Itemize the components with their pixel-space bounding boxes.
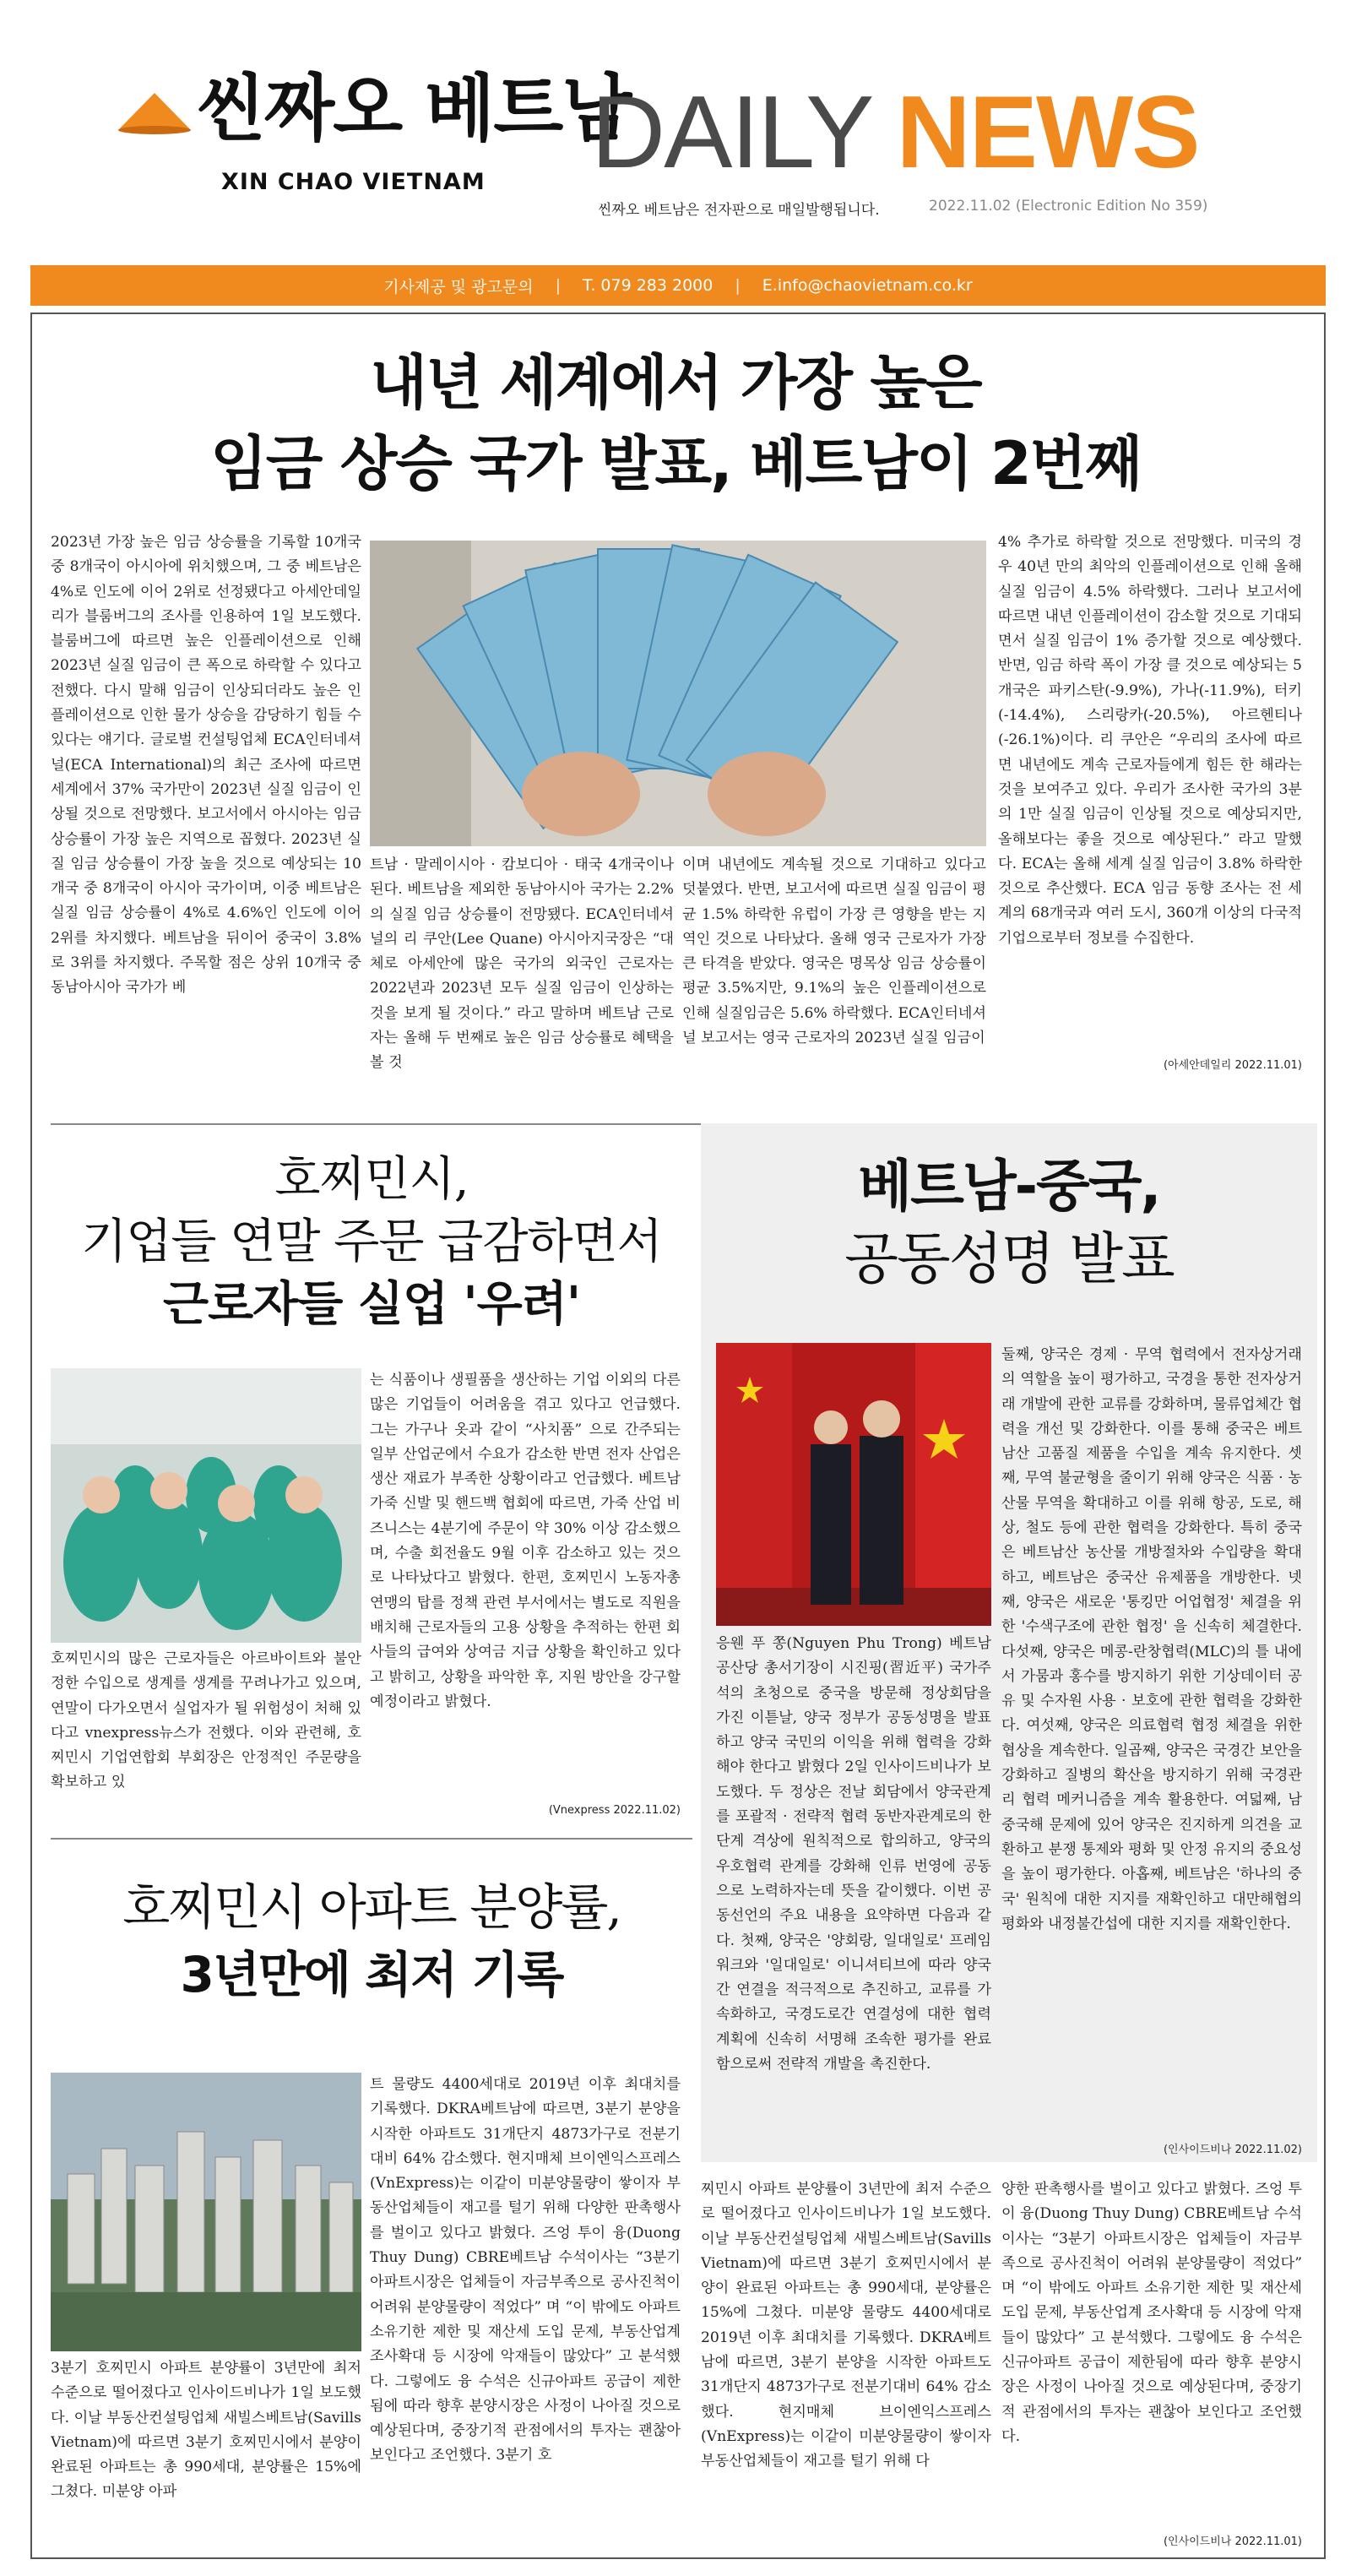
article4-column-2: 트 물량도 4400세대로 2019년 이후 최대치를 기록했다. DKRA베트남에 따르면, 3분기 분양을 시작한 아파트도 31개단지 4873가구로 전분기대비 64% 감소했다. 현지매체 브이엔익스프레스(VnExpress)는 이같이 미분양물량이 쌓이자 부동산업체들이 재고를 털기 위해 다양한 판촉행사를 벌이고 있다고 밝혔다. 즈엉 투이 융(Duong Thuy Dung) CBRE베트남 수석이사는 “3분기 아파트시장은 업체들이 자금부족으로 공사진척이 어려워 분양물량이 적었다” 며 “이 밖에도 아파트 소유기한 제한 및 재산세 도입 문제, 부동산업계 조사확대 등 시장에 악재들이 많았다” 고 분석했다. 그렇에도 융 수석은 신규아파트 공급이 제한됨에 따라 향후 분양시장은 사정이 나아질 것으로 예상된다며, 중장기적 관점에서의 투자는 괜찮아 보인다고 조언했다. 3분기 호 [370,2076,681,2465]
article1-column-4: 4% 추가로 하락할 것으로 전망했다. 미국의 경우 40년 만의 최악의 인플레이션으로 인해 올해 실질 임금이 4.5% 하락했다. 그러나 보고서에 따르면 내년 인플레이션이 감소할 것으로 기대되면서 실질 임금이 1% 증가할 것으로 예상했다. 반면, 임금 하락 폭이 가장 클 것으로 예상되는 5개국은 파키스탄(-9.9%), 가나(-11.9%), 터키(-14.4%), 스리랑카(-20.5%), 아르헨티나(-26.1%)이다. 리 쿠안은 “우리의 조사에 따르면 내년에도 계속 근로자들에게 힘든 한 해라는 것을 보여주고 있다. 우리가 조사한 국가의 3분의 1만 실질 임금이 인상될 것으로 예상되지만, 올해보다는 좋을 것으로 예상된다.” 라고 말했다. ECA는 올해 세계 실질 임금이 3.8% 하락한 것으로 추산했다. ECA 임금 동향 조사는 전 세계의 68개국과 여러 도시, 360개 이상의 다국적 기업으로부터 정보를 수집한다. [998,534,1302,947]
headline-line: 3년만에 최저 기록 [180,1946,563,2003]
logo-korean: 씬짜오 베트남 [196,67,631,151]
contact-separator: | [555,276,561,295]
article4-column-4: 양한 판촉행사를 벌이고 있다고 밝혔다. 즈엉 투이 융(Duong Thuy Dung) CBRE베트남 수석이사는 “3분기 아파트시장은 업체들이 자금부족으로 공사진척이 어려워 분양물량이 적었다” 며 “이 밖에도 아파트 소유기한 제한 및 재산세 도입 문제, 부동산업계 조사확대 등 시장에 악재들이 많았다” 고 분석했다. 그렇에도 융 수석은 신규아파트 공급이 제한됨에 따라 향후 분양시장은 사정이 나아질 것으로 예상된다며, 중장기적 관점에서의 투자는 괜찮아 보인다고 조언했다. [1001,2181,1302,2445]
article3-source: (인사이드비나 2022.11.02) [1163,2144,1302,2156]
newspaper-title [591,74,1199,189]
apartments-photo [51,2073,361,2351]
article2-column-1: 호찌민시의 많은 근로자들은 아르바이트와 불안정한 수입으로 생계를 생계를 꾸려나가고 있으며, 연말이 다가오면서 실업자가 될 위험성이 처해 있다고 vnexpress뉴스가 전했다. 이와 관련해, 호찌민시 기업연합회 부회장은 안정적인 주문량을 확보하고 있 [51,1650,361,1791]
headline-line: 호찌민시 아파트 분양률, [122,1878,621,1936]
article1-headline [51,342,1300,504]
article4-column-3: 찌민시 아파트 분양률이 3년만에 최저 수준으로 떨어졌다고 인사이드비나가 1일 보도했다. 이날 부동산컨설팅업체 새빌스베트남(Savills Vietnam)에 따르면 3분기 호찌민시에서 분양이 완료된 아파트는 총 990세대, 분양률은 15%에 그쳤다. 미분양 물량도 4400세대로 2019년 이후 최대치를 기록했다. DKRA베트남에 따르면, 3분기 분양을 시작한 아파트도 31개단지 4873가구로 전분기대비 64% 감소했다. 현지매체 브이엔익스프레스(VnExpress)는 이같이 미분양물량이 쌓이자 부동산업체들이 재고를 털기 위해 다 [701,2181,991,2470]
headline-line: 내년 세계에서 가장 높은 [370,348,981,417]
tagline: 씬짜오 베트남은 전자판으로 매일발행됩니다. [598,202,880,219]
leaders-handshake-image [716,1343,991,1626]
article2-source: (Vnexpress 2022.11.02) [548,1804,681,1817]
article4-headline [51,1873,692,2008]
title-news: NEWS [896,74,1199,189]
money-fan-image [370,541,986,846]
headline-line: 베트남-중국, [858,1154,1160,1219]
city-skyline-image [51,2073,361,2351]
article3-column-2: 둘째, 양국은 경제 · 무역 협력에서 전자상거래의 역할을 높이 평가하고, 국경을 통한 전자상거래 개발에 관한 교류를 강화하며, 물류업체간 협력을 개선 및 강화한다. 이를 통해 중국은 베트남산 고품질 제품을 수입을 계속 유지한다. 셋째, 무역 불균형을 줄이기 위해 양국은 식품 · 농산물 무역을 확대하고 이를 위해 항공, 도로, 해상, 철도 등에 관한 협력을 강화한다. 특히 중국은 베트남산 농산물 개방절차와 수입량을 확대하고, 베트남은 중국산 유제품을 개방한다. 넷째, 양국은 새로운 '통킹만 어업협정' 체결을 위한 '수색구조에 관한 협정' 을 신속히 체결한다. 다섯째, 양국은 메콩-란창협력(MLC)의 틀 내에서 가뭄과 홍수를 방지하기 위한 기상데이터 공유 및 수자원 사용 · 보호에 관한 협력을 강화한다. 여섯째, 양국은 의료협력 협정 체결을 위한 협상을 계속한다. 일곱째, 양국은 국경간 보안을 강화하고 질병의 확산을 방지하기 위해 국경관리 협력 메커니즘을 계속 활용한다. 여덟째, 남중국해 문제에 있어 양국은 진지하게 의견을 교환하고 분쟁 통제와 평화 및 안정 유지의 중요성을 높이 평가한다. 아홉째, 베트남은 '하나의 중국' 원칙에 대한 지지를 재확인하고 대만해협의 평화와 내정불간섭에 대한 지지를 재확인한다. [1001,1346,1302,1932]
headline-line: 근로자들 실업 '우려' [162,1277,581,1332]
contact-label: 기사제공 및 광고문의 [383,277,534,296]
headline-line: 공동성명 발표 [844,1226,1174,1291]
contact-phone[interactable]: T. 079 283 2000 [582,276,713,295]
contact-bar [30,265,1326,306]
headline-line: 임금 상승 국가 발표, 베트남이 2번째 [210,429,1141,498]
article1-column-2: 트남 · 말레이시아 · 캄보디아 · 태국 4개국이나 된다. 베트남을 제외한 동남아시아 국가는 2.2%의 실질 임금 상승률이 전망됐다. ECA인터네셔널의 리 쿠안(Lee Quane) 아시아지국장은 “대체로 아세안에 많은 국가의 외국인 근로자는 2022년과 2023년 모두 실질 임금이 인상하는 것을 보게 될 것이다.” 라고 말하며 베트남 근로자는 올해 두 번째로 높은 임금 상승률로 혜택을 볼 것 [370,856,674,1072]
conical-hat-icon [117,91,193,135]
logo-english: XIN CHAO VIETNAM [221,169,486,195]
article1-column-1: 2023년 가장 높은 임금 상승률을 기록할 10개국 중 8개국이 아시아에 위치했으며, 그 중 베트남은 4%로 인도에 이어 2위로 선정됐다고 아세안데일리가 블룸버그의 조사를 인용하여 1일 보도했다. 블룸버그에 따르면 높은 인플레이션으로 인해 2023년 실질 임금이 큰 폭으로 하락할 수 있다고 전했다. 다시 말해 임금이 인상되더라도 높은 인플레이션으로 인한 물가 상승을 감당하기 힘들 수 있다는 얘기다. 글로벌 컨설팅업체 ECA인터네셔널(ECA International)의 최근 조사에 따르면 세계에서 37% 국가만이 2023년 실질 임금이 인상될 것으로 전망했다. 보고서에서 아시아는 임금 상승률이 가장 높은 지역으로 꼽혔다. 2023년 실질 임금 상승률이 가장 높을 것으로 예상되는 10개국 중 8개국이 아시아 국가이며, 이중 베트남은 실질 임금 상승률이 4%로 4.6%인 인도에 이어 2위를 차지했다. 베트남을 뒤이어 중국이 3.8%로 3위를 차지했다. 주목할 점은 상위 10개국 중 동남아시아 국가가 베 [51,534,361,997]
contact-separator: | [735,276,741,295]
leaders-photo [716,1343,991,1626]
headline-line: 호찌민시, [274,1152,469,1207]
article3-headline [709,1150,1309,1296]
article4-column-1: 3분기 호찌민시 아파트 분양률이 3년만에 최저 수준으로 떨어졌다고 인사이드비나가 1일 보도했다. 이날 부동산컨설팅업체 새빌스베트남(Savills Vietnam)에 따르면 3분기 호찌민시에서 분양이 완료된 아파트는 총 990세대, 분양률은 15%에 그쳤다. 미분양 아파 [51,2360,361,2501]
masthead [0,0,1351,253]
article2-headline [51,1149,692,1336]
title-daily: DAILY [591,74,873,189]
edition-info: 2022.11.02 (Electronic Edition No 359) [929,198,1208,215]
workers-photo [51,1368,361,1643]
article4-source: (인사이드비나 2022.11.01) [1163,2535,1302,2548]
contact-email[interactable]: E.info@chaovietnam.co.kr [762,276,973,295]
section-divider [51,1838,692,1840]
article1-source: (아세안데일리 2022.11.01) [1163,1059,1302,1072]
article3-column-1: 응웬 푸 쫑(Nguyen Phu Trong) 베트남 공산당 총서기장이 시진핑(習近平) 국가주석의 초청으로 중국을 방문해 정상회담을 가진 이튿날, 양국 정부가 공동성명을 발표하고 양국 국민의 이익을 위해 협력을 강화해야 한다고 밝혔다 2일 인사이드비나가 보도했다. 두 정상은 전날 회담에서 양국관계를 포괄적 · 전략적 협력 동반자관계로의 한단계 격상에 원칙적으로 합의하고, 양국의 우호협력 관계를 강화해 인류 번영에 공동으로 노력하자는데 뜻을 같이했다. 이번 공동선언의 주요 내용을 요약하면 다음과 같다. 첫째, 양국은 '양회랑, 일대일로' 프레임워크와 '일대일로' 이니셔티브에 따라 양국간 연결을 적극적으로 추진하고, 교류를 가속화하고, 국경도로간 연결성에 대한 협력 계획에 신속히 서명해 조속한 평가를 완료함으로써 전략적 개발을 촉진한다. [716,1635,991,2073]
money-photo [370,541,986,846]
article1-column-3: 이며 내년에도 계속될 것으로 기대하고 있다고 덧붙였다. 반면, 보고서에 따르면 실질 임금이 평균 1.5% 하락한 유럽이 가장 큰 영향을 받는 지역인 것으로 나타났다. 올해 영국 근로자가 가장 큰 타격을 받았다. 영국은 명목상 임금 상승률이 평균 3.5%지만, 9.1%의 높은 인플레이션으로 인해 실질임금은 5.6% 하락했다. ECA인터네셔널 보고서는 영국 근로자의 2023년 실질 임금이 [682,856,986,1047]
workers-image [51,1368,361,1643]
headline-line: 기업들 연말 주문 급감하면서 [81,1215,662,1269]
article2-column-2: 는 식품이나 생필품을 생산하는 기업 이외의 다른 많은 기업들이 어려움을 겪고 있다고 언급했다. 그는 가구나 옷과 같이 “사치품” 으로 간주되는 일부 산업군에서 수요가 감소한 반면 전자 산업은 생산 재료가 부족한 상황이라고 언급했다. 베트남 가죽 신발 및 핸드백 협회에 따르면, 가죽 산업 비즈니스는 4분기에 주문이 약 30% 이상 감소했으며, 수출 회전율도 9월 이후 감소하고 있는 것으로 나타났다고 밝혔다. 한편, 호찌민시 노동자총연맹의 탑를 정책 관련 부서에서는 별도로 직원을 배치해 근로자들의 고용 상황을 추적하는 한편 회사들의 급여와 상여금 지급 상황을 확인하고 있다고 밝히고, 상황을 파악한 후, 지원 방안을 강구할 예정이라고 밝혔다. [370,1372,681,1710]
